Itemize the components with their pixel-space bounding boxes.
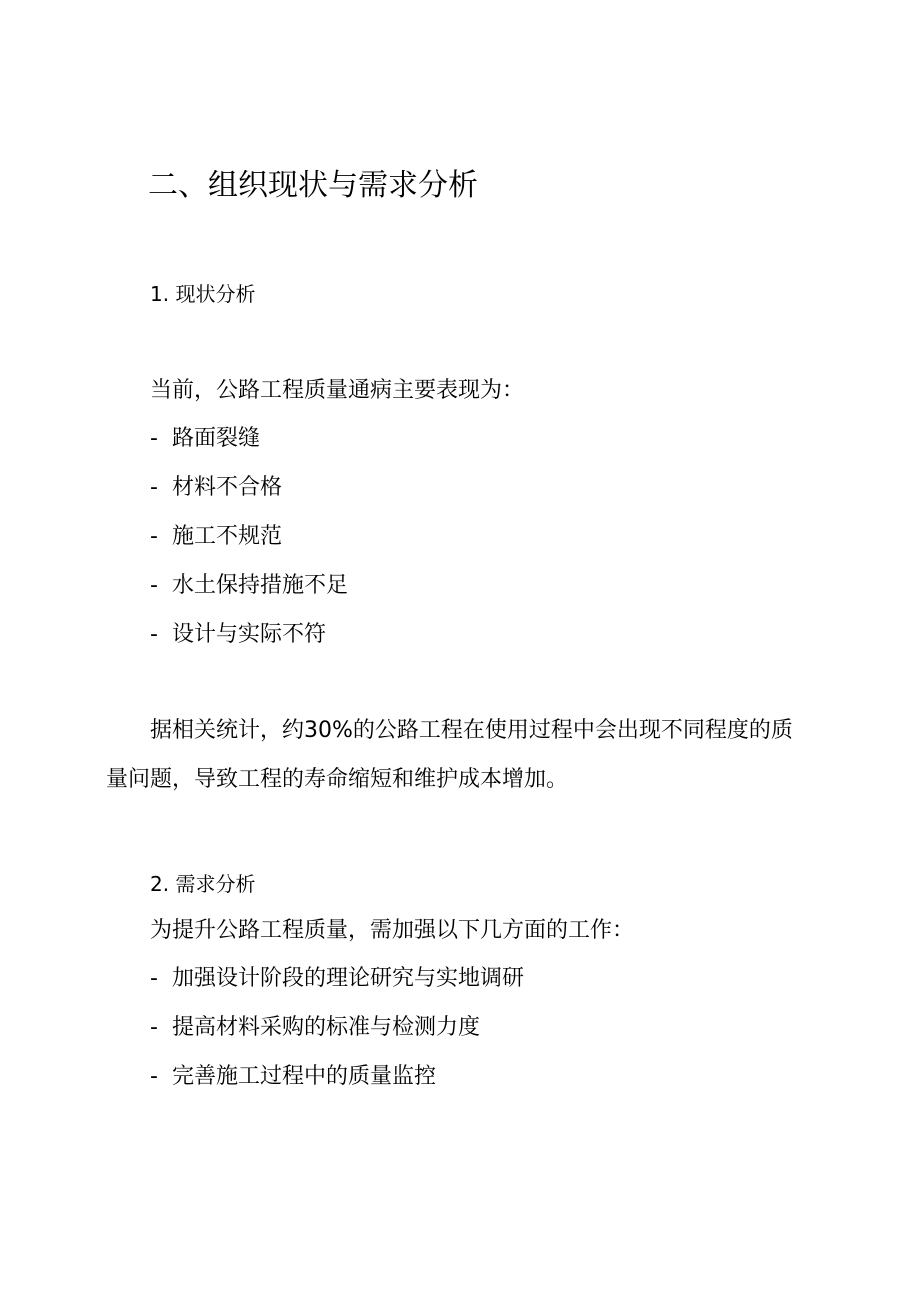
bullet-marker: - (150, 622, 158, 647)
status-paragraph-line-1: 据相关统计，约30%的公路工程在使用过程中会出现不同程度的质 (150, 718, 793, 743)
bullet-marker: - (150, 475, 158, 500)
bullet-marker: - (150, 524, 158, 549)
bullet-text: 材料不合格 (172, 475, 283, 500)
status-intro: 当前，公路工程质量通病主要表现为： (150, 378, 525, 403)
bullet-text: 加强设计阶段的理论研究与实地调研 (172, 966, 525, 991)
status-bullet (150, 473, 282, 503)
bullet-marker: - (150, 573, 158, 598)
bullet-text: 提高材料采购的标准与检测力度 (172, 1015, 481, 1040)
bullet-marker: - (150, 966, 158, 991)
section-title: 二、组织现状与需求分析 (148, 168, 478, 203)
needs-bullet (150, 1013, 480, 1043)
needs-intro: 为提升公路工程质量，需加强以下几方面的工作： (150, 918, 635, 943)
bullet-text: 设计与实际不符 (172, 622, 327, 647)
status-heading: 1. 现状分析 (150, 282, 256, 306)
needs-heading: 2. 需求分析 (150, 872, 256, 896)
bullet-text: 路面裂缝 (172, 426, 261, 451)
bullet-text: 水土保持措施不足 (172, 573, 349, 598)
bullet-marker: - (150, 426, 158, 451)
status-bullet (150, 620, 326, 650)
status-bullet (150, 424, 260, 454)
status-paragraph-line-2: 量问题，导致工程的寿命缩短和维护成本增加。 (106, 767, 569, 792)
needs-bullet (150, 964, 524, 994)
status-bullet (150, 571, 348, 601)
needs-bullet (150, 1062, 436, 1092)
bullet-text: 施工不规范 (172, 524, 283, 549)
bullet-text: 完善施工过程中的质量监控 (172, 1064, 437, 1089)
bullet-marker: - (150, 1015, 158, 1040)
status-bullet (150, 522, 282, 552)
bullet-marker: - (150, 1064, 158, 1089)
